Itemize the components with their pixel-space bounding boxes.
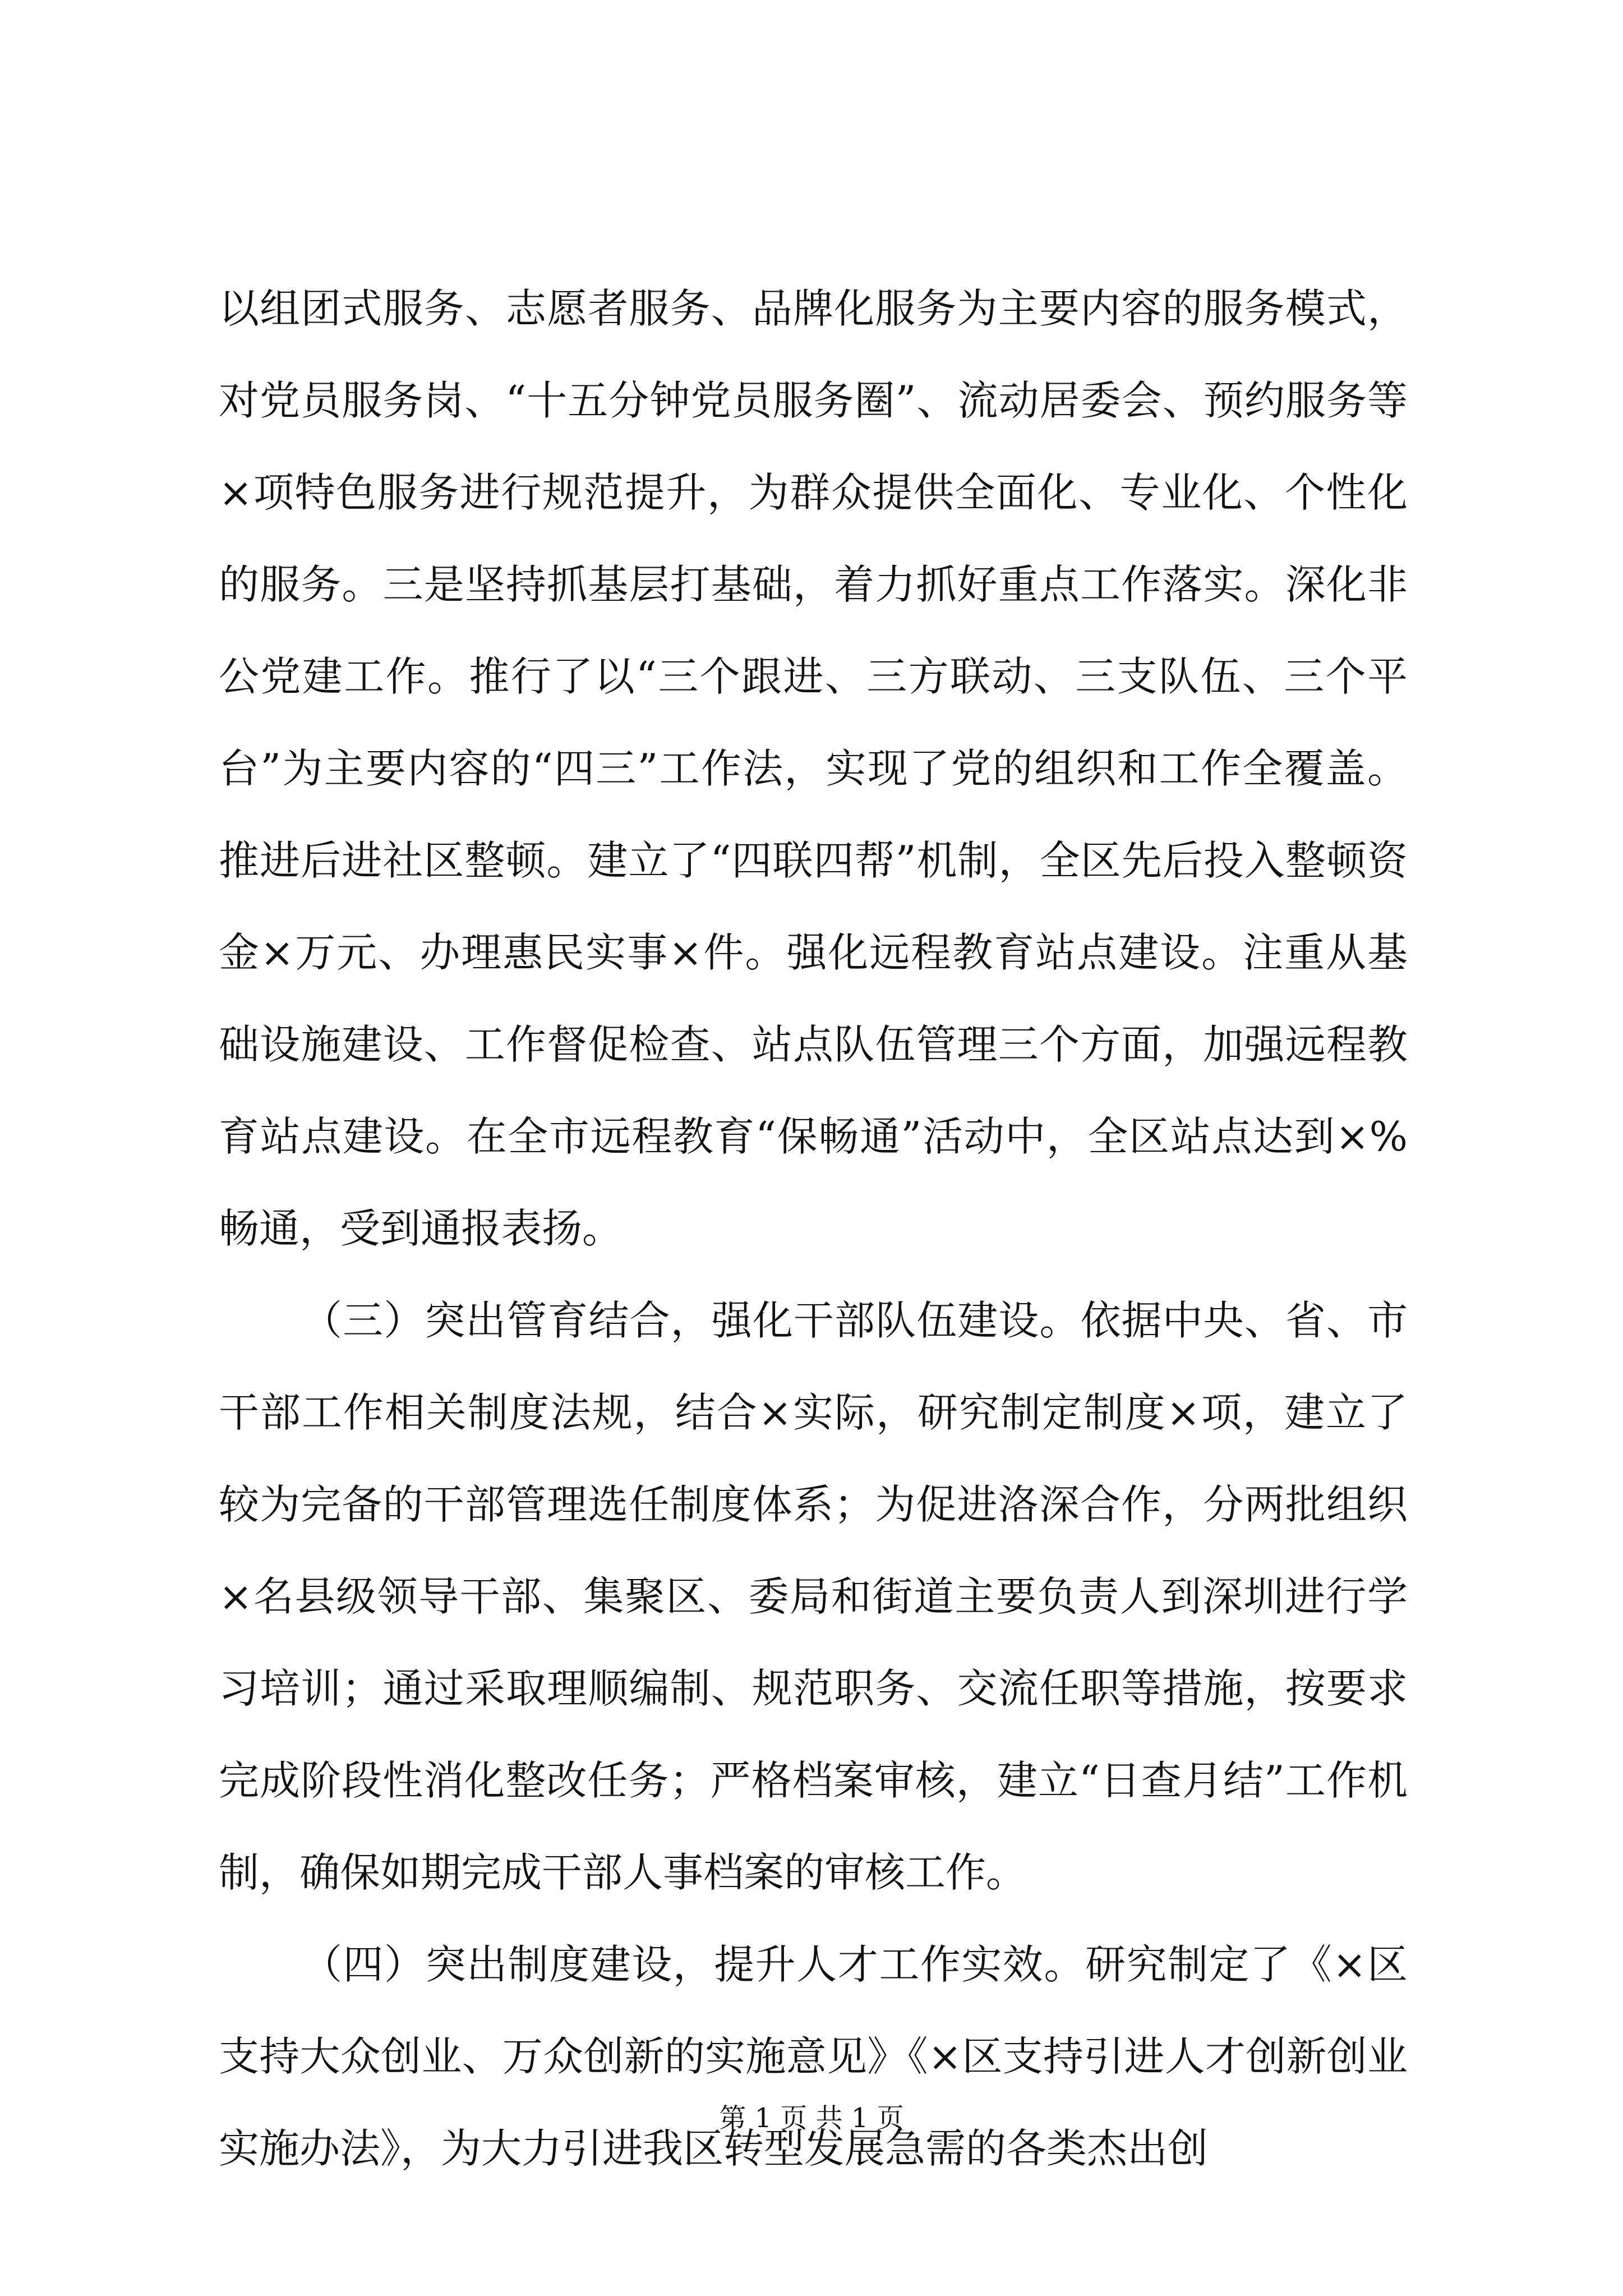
paragraph-3: （四）突出制度建设，提升人才工作实效。研究制定了《×区支持大众创业、万众创新的实施意见》《×区支持引进人才创新创业实施办法》，为大力引进我区转型发展急需的各类杰出创 [219,1941,1408,2172]
paragraph-1: 以组团式服务、志愿者服务、品牌化服务为主要内容的服务模式，对党员服务岗、“十五分钟党员服务圈”、流动居委会、预约服务等×项特色服务进行规范提升，为群众提供全面化、专业化、个性化的服务。三是坚持抓基层打基础，着力抓好重点工作落实。深化非公党建工作。推行了以“三个跟进、三方联动、三支队伍、三个平台”为主要内容的“四三”工作法，实现了党的组织和工作全覆盖。推进后进社区整顿。建立了“四联四帮”机制，全区先后投入整顿资金×万元、办理惠民实事×件。强化远程教育站点建设。注重从基础设施建设、工作督促检查、站点队伍管理三个方面，加强远程教育站点建设。在全市远程教育“保畅通”活动中，全区站点达到×%畅通，受到通报表扬。 [219,285,1408,1252]
page-footer: 第 1 页 共 1 页 [719,2102,904,2134]
document-body [219,263,1408,2194]
paragraph-2: （三）突出管育结合，强化干部队伍建设。依据中央、省、市干部工作相关制度法规，结合×实际，研究制定制度×项，建立了较为完备的干部管理选任制度体系；为促进洛深合作，分两批组织×名县级领导干部、集聚区、委局和街道主要负责人到深圳进行学习培训；通过采取理顺编制、规范职务、交流任职等措施，按要求完成阶段性消化整改任务；严格档案审核，建立“日查月结”工作机制，确保如期完成干部人事档案的审核工作。 [219,1297,1408,1896]
